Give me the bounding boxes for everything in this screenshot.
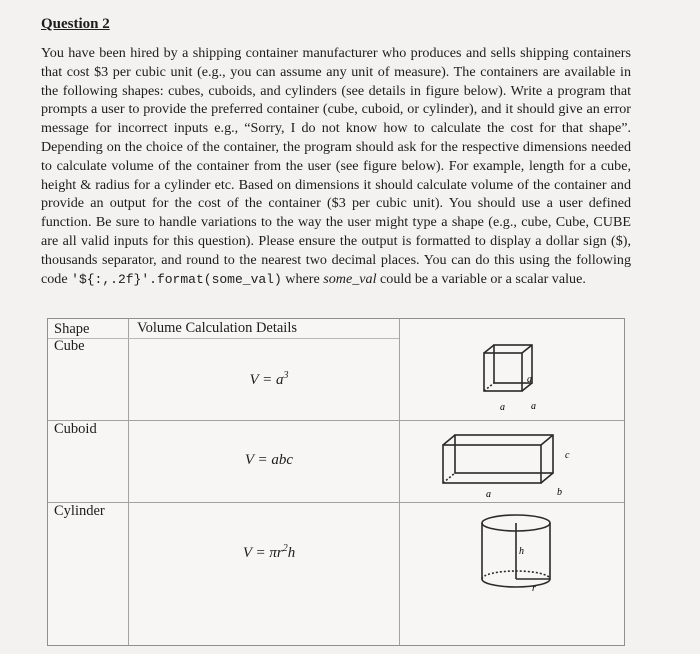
text-tail: could be a variable or a scalar value. <box>376 270 586 287</box>
table-divider <box>399 319 400 645</box>
shape-cylinder: Cylinder <box>54 503 105 519</box>
cuboid-dim-b: b <box>557 487 562 498</box>
question-heading: Question 2 <box>41 16 110 32</box>
formula-cube: $V = a^3$ <box>249 370 289 388</box>
text-where: where <box>281 270 324 287</box>
cube-dim-width: a <box>500 402 505 413</box>
cube-dim-depth: a <box>531 401 536 412</box>
cylinder-dim-h: h <box>519 546 524 557</box>
table-divider <box>128 319 129 645</box>
cylinder-figure <box>456 509 556 601</box>
cuboid-dim-c: c <box>565 450 570 461</box>
question-text: You have been hired by a shipping container manufacturer who produces and sells shipping containers that cost $3 per cubic unit (e.g., you can assume any unit of measure). The containers are available in the following shapes: cubes, cuboids, and cylinders (see details in figure below). Write a program that prompts a user to provide the preferred container (cube, cuboid, or cylinder), and it should give an error message for incorrect inputs e.g., “Sorry, I do not know how to calculate the cost for that shape”. Depending on the choice of the container, the program should ask for the respective dimensions needed to calculate volume of the container from the user (see figure below). For example, length for a cube, height & radius for a cylinder etc. Based on dimensions it should calculate volume of the container and provide an output for the cost of the container ($3 per cubic unit). You should use a user defined function. Be sure to handle variations to the way the user might type a shape (e.g., cube, Cube, CUBE are all valid inputs for this question). Please ensure the output is formatted to display a dollar sign ($), thousands separator, and round to the nearest two decimal places. You can do this using the following code <box>41 45 631 287</box>
volume-table <box>47 318 625 646</box>
shape-cuboid: Cuboid <box>54 421 97 437</box>
row-divider <box>48 420 624 421</box>
code-snippet: '${:,.2f}'.format(some_val) <box>71 271 282 287</box>
row-divider <box>48 502 624 503</box>
cube-dim-height: a <box>527 374 532 385</box>
header-underline <box>48 338 399 339</box>
variable-name: some_val <box>323 270 377 287</box>
formula-cylinder: $V = \pi r^2h$ <box>242 543 296 561</box>
question-paragraph <box>41 44 631 289</box>
cuboid-figure <box>433 423 583 501</box>
cuboid-dim-a: a <box>486 489 491 500</box>
header-volume: Volume Calculation Details <box>137 320 298 336</box>
header-shape: Shape <box>54 321 90 337</box>
cube-figure <box>443 341 543 419</box>
shape-cube: Cube <box>54 338 85 354</box>
formula-cuboid: V = abc <box>244 452 294 468</box>
cylinder-dim-r: r <box>532 583 536 594</box>
